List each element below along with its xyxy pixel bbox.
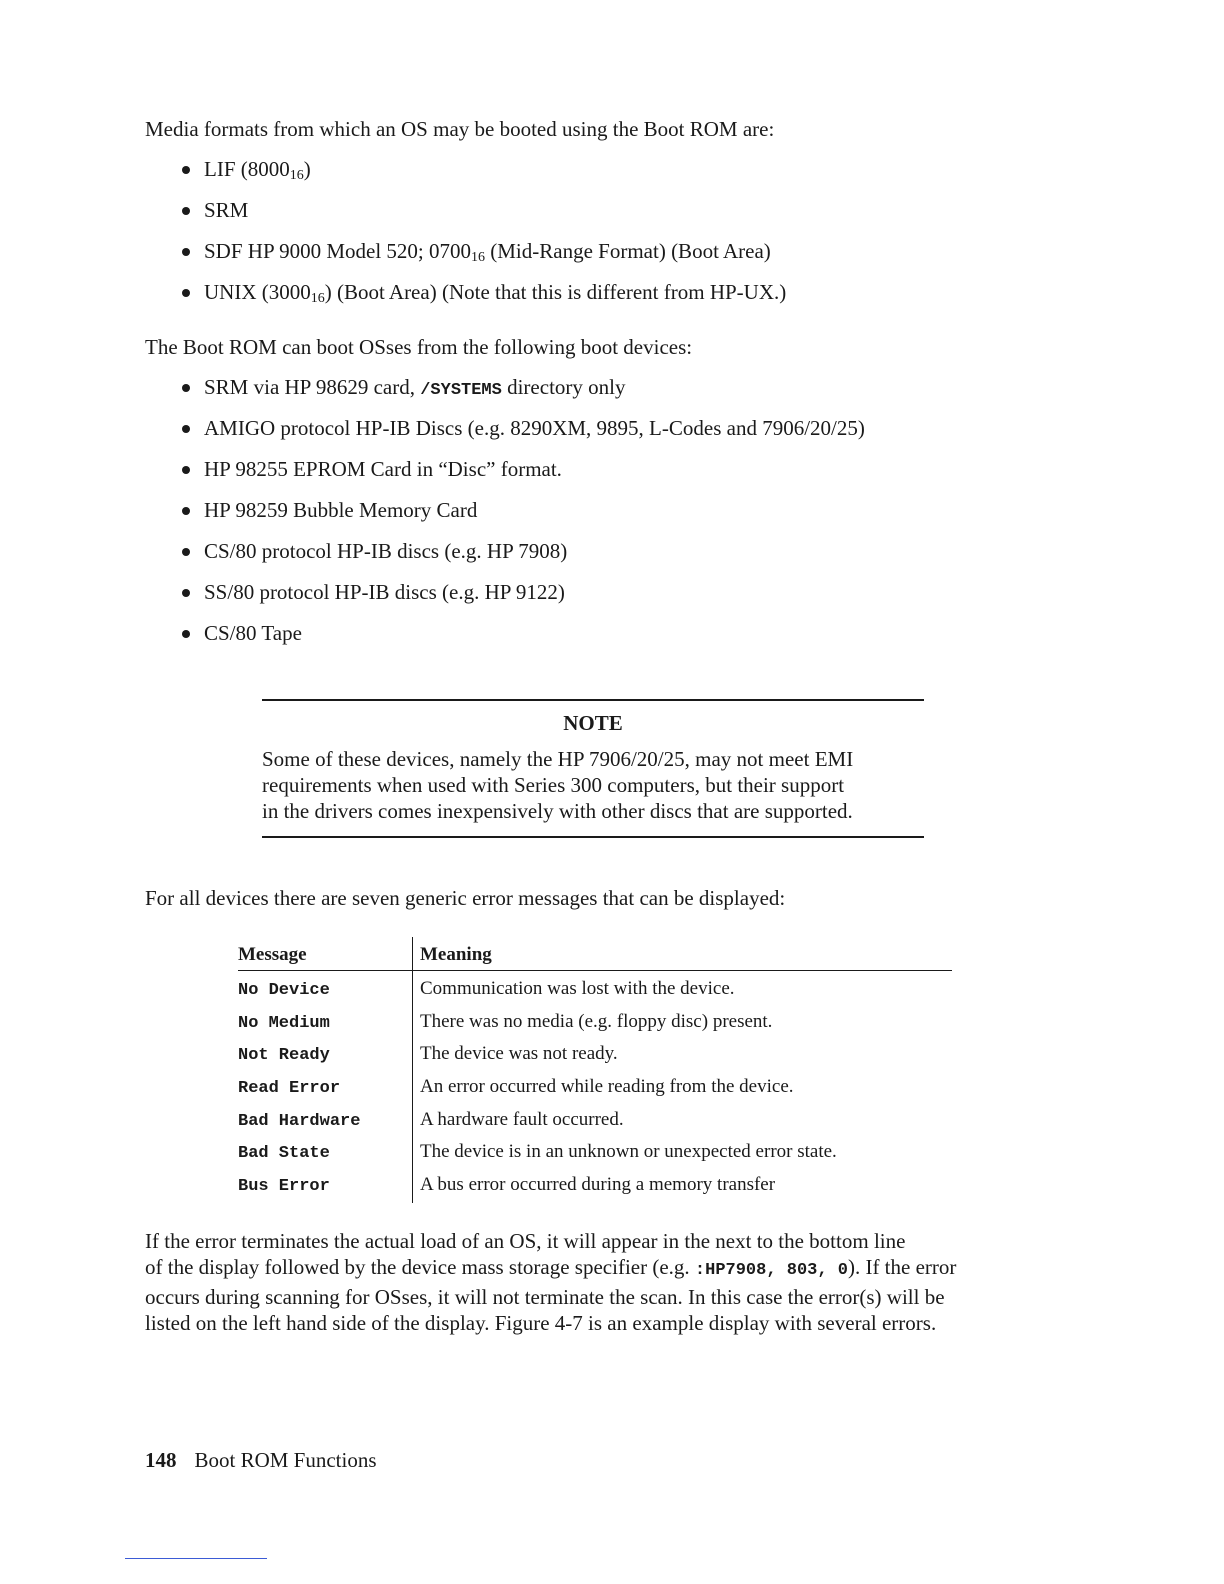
error-messages-table bbox=[238, 937, 952, 1200]
table-row: Read Error An error occurred while reading from the device. bbox=[238, 1076, 794, 1099]
bullet-icon bbox=[182, 248, 190, 256]
bullet-icon bbox=[182, 630, 190, 638]
bullet-icon bbox=[182, 507, 190, 515]
closing-paragraph: If the error terminates the actual load of an OS, it will appear in the next to the bottom line of the display followed by the device mass storage specifier (e.g. :HP7908, 803, 0). If the error occurs during scanning for OSses, it will not terminate the scan. In this case the error(s) will be listed on the left hand side of the display. Figure 4-7 is an example display with several errors. bbox=[145, 1229, 957, 1335]
table-row: Not Ready The device was not ready. bbox=[238, 1043, 618, 1066]
bullet-icon bbox=[182, 384, 190, 392]
errors-intro: For all devices there are seven generic error messages that can be displayed: bbox=[145, 886, 786, 910]
page-number: 148 bbox=[145, 1448, 177, 1472]
table-header bbox=[238, 937, 952, 971]
note-bottom-rule bbox=[262, 836, 924, 838]
bullet-icon bbox=[182, 589, 190, 597]
bullet-icon bbox=[182, 466, 190, 474]
bullet-icon bbox=[182, 289, 190, 297]
list-item: HP 98255 EPROM Card in “Disc” format. bbox=[180, 457, 865, 498]
note-box bbox=[262, 699, 924, 838]
bullet-icon bbox=[182, 548, 190, 556]
list-item: HP 98259 Bubble Memory Card bbox=[180, 498, 865, 539]
devices-list bbox=[180, 375, 865, 662]
page-footer bbox=[145, 1448, 377, 1473]
note-top-rule bbox=[262, 699, 924, 701]
note-body: Some of these devices, namely the HP 7906/20/25, may not meet EMI requirements when used with Series 300 computers, but their support in the drivers comes inexpensively with other discs that are supported. bbox=[262, 747, 854, 823]
list-item: CS/80 protocol HP-IB discs (e.g. HP 7908) bbox=[180, 539, 865, 580]
table-row: Bus Error A bus error occurred during a memory transfer bbox=[238, 1174, 776, 1197]
header-meaning: Meaning bbox=[420, 944, 492, 965]
list-item: SRM via HP 98629 card, /SYSTEMS directory only bbox=[180, 375, 865, 416]
bullet-icon bbox=[182, 425, 190, 433]
table-row: Bad State The device is in an unknown or unexpected error state. bbox=[238, 1141, 837, 1164]
list-item: LIF $(8000_{16})$ bbox=[180, 157, 786, 198]
list-item: SS/80 protocol HP-IB discs (e.g. HP 9122) bbox=[180, 580, 865, 621]
list-item: UNIX $(3000_{16})$ (Boot Area) (Note that this is different from HP-UX.) bbox=[180, 280, 786, 321]
note-title: NOTE bbox=[563, 711, 623, 735]
bullet-icon bbox=[182, 166, 190, 174]
section-title: Boot ROM Functions bbox=[194, 1448, 377, 1472]
table-row: No Device Communication was lost with the device. bbox=[238, 978, 735, 1000]
devices-intro: The Boot ROM can boot OSses from the following boot devices: bbox=[145, 335, 693, 359]
table-row: Bad Hardware A hardware fault occurred. bbox=[238, 1108, 624, 1131]
list-item: CS/80 Tape bbox=[180, 621, 865, 662]
formats-list bbox=[180, 157, 786, 321]
list-item: AMIGO protocol HP-IB Discs (e.g. 8290XM, 9895, L-Codes and 7906/20/25) bbox=[180, 416, 865, 457]
list-item: SRM bbox=[180, 198, 786, 239]
header-message: Message bbox=[238, 944, 307, 965]
formats-intro: Media formats from which an OS may be booted using the Boot ROM are: bbox=[145, 117, 775, 141]
table-row: No Medium There was no media (e.g. floppy disc) present. bbox=[238, 1010, 773, 1033]
bullet-icon bbox=[182, 207, 190, 215]
bottom-divider bbox=[125, 1558, 267, 1559]
list-item: SDF HP 9000 Model 520; $0700_{16}$ (Mid-Range Format) (Boot Area) bbox=[180, 239, 786, 280]
